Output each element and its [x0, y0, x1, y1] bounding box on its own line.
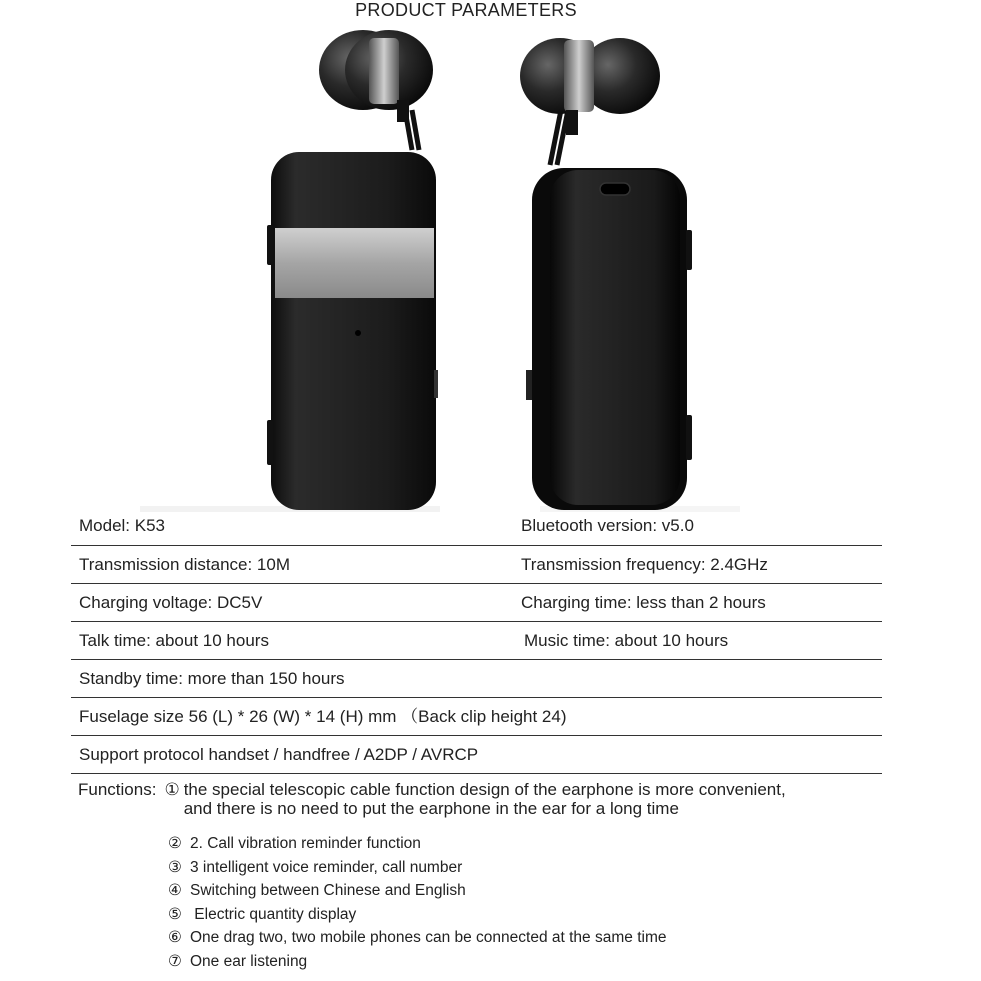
functions-list [168, 832, 666, 973]
list-item [168, 879, 666, 903]
list-item [168, 950, 666, 974]
function-text: 2. Call vibration reminder function [190, 835, 421, 852]
function-number: ⑦ [168, 952, 182, 970]
device-back-view [520, 38, 740, 512]
spec-row-protocol [71, 736, 882, 774]
spec-row-standby [71, 660, 882, 698]
function-text: Switching between Chinese and English [190, 882, 466, 899]
page-title: PRODUCT PARAMETERS [355, 0, 577, 20]
spec-model: Model: K53 [79, 516, 165, 535]
function-number: ③ [168, 858, 182, 876]
list-item [168, 903, 666, 927]
device-front-view [140, 30, 440, 512]
function-text: One drag two, two mobile phones can be connected at the same time [190, 929, 667, 946]
function-text: Electric quantity display [190, 905, 357, 923]
function-number: ④ [168, 882, 182, 899]
spec-table [71, 507, 882, 774]
product-photos [140, 20, 900, 512]
spec-row-model [71, 507, 882, 546]
spec-row-transmission [71, 546, 882, 584]
spec-row-size [71, 698, 882, 736]
function-line: and there is no need to put the earphone in the ear for a long time [183, 799, 679, 818]
spec-row-charging [71, 584, 882, 622]
spec-talk-time: Talk time: about 10 hours [79, 631, 269, 650]
spec-bluetooth-version: Bluetooth version: v5.0 [521, 516, 694, 535]
spec-row-time [71, 622, 882, 660]
list-item [168, 926, 666, 950]
functions-section [78, 780, 898, 818]
function-number: ② [168, 835, 182, 852]
spec-standby-time: Standby time: more than 150 hours [79, 669, 345, 688]
function-text: 3 intelligent voice reminder, call number [190, 858, 463, 876]
list-item [168, 856, 666, 880]
spec-transmission-distance: Transmission distance: 10M [79, 555, 291, 574]
spec-transmission-frequency: Transmission frequency: 2.4GHz [521, 555, 768, 574]
function-text: One ear listening [190, 952, 308, 970]
spec-charging-time: Charging time: less than 2 hours [521, 593, 766, 612]
spec-music-time: Music time: about 10 hours [524, 631, 729, 650]
list-item [168, 832, 666, 856]
spec-charging-voltage: Charging voltage: DC5V [79, 593, 263, 612]
spec-fuselage-size: Fuselage size 56 (L) * 26 (W) * 14 (H) mm （Back clip height 24) [79, 707, 567, 726]
function-number: ⑥ [168, 929, 182, 946]
function-line: the special telescopic cable function design of the earphone is more convenient, [183, 780, 786, 799]
function-description [184, 780, 786, 818]
function-number: ⑤ [168, 905, 182, 923]
spec-support-protocol: Support protocol handset / handfree / A2DP / AVRCP [79, 745, 479, 764]
function-number: ① [164, 780, 180, 799]
functions-label: Functions: [78, 780, 157, 799]
